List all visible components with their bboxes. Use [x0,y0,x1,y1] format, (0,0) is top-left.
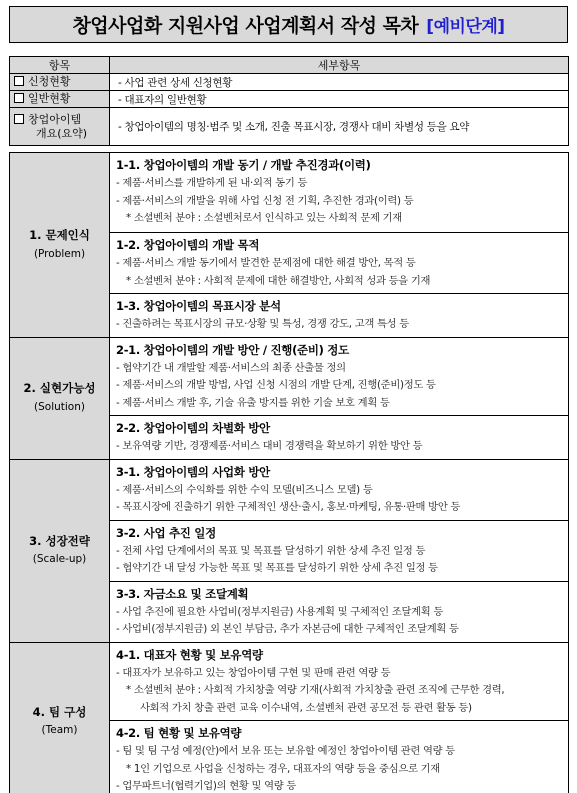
row-detail: - 창업아이템의 명칭·범주 및 소개, 진출 목표시장, 경쟁사 대비 차별성 등을 요약 [110,108,569,146]
subsection-cell [110,642,569,721]
section-title-en: (Scale-up) [32,553,87,566]
subsection-line: * 소셜벤처 분야 : 사회적 문제에 대한 해결방안, 사회적 성과 등을 기재 [126,274,431,287]
table-row [10,337,569,416]
subsection-line: - 사업비(정부지원금) 외 본인 부담금, 추가 자본금에 대한 구체적인 조달계획 등 [116,623,459,635]
subsection-line: - 목표시장에 진출하기 위한 구체적인 생산·출시, 홍보·마케팅, 유통·판매 방안 등 [116,501,461,513]
table-row [10,459,569,520]
table-row [10,153,569,233]
subsection-line: - 보유역량 기반, 경쟁제품·서비스 대비 경쟁력을 확보하기 위한 방안 등 [116,440,423,452]
table-header-row [10,57,569,74]
subsection-line: - 협약기간 내 개발할 제품·서비스의 최종 산출물 정의 [116,361,346,374]
subsection-line: - 업무파트너(협력기업)의 현황 및 역량 등 [116,780,297,792]
row-label: 일반현황 [10,91,110,108]
row-label: 신청현황 [10,74,110,91]
section-label [10,459,110,642]
section-label [10,337,110,459]
subsection-title: 3-1. 창업아이템의 사업화 방안 [116,464,270,479]
checkbox-icon [14,76,24,86]
section-title-en: (Team) [41,724,78,737]
subsection-line: - 대표자가 보유하고 있는 창업아이템 구현 및 판매 관련 역량 등 [116,666,391,679]
subsection-title: 1-2. 창업아이템의 개발 목적 [116,238,260,252]
row-detail: - 사업 관련 상세 신청현황 [110,74,569,91]
subsection-cell [110,337,569,416]
subsection-line: - 팀 및 팀 구성 예정(안)에서 보유 또는 보유할 예정인 창업아이템 관련 역량 등 [116,745,455,757]
row-detail: - 대표자의 일반현황 [110,91,569,108]
table-row [10,642,569,721]
section-title: 2. 실현가능성 [23,381,96,396]
subsection-line: - 제품·서비스를 개발하게 된 내·외적 동기 등 [116,177,308,189]
subsection-cell [110,153,569,233]
subsection-title: 1-3. 창업아이템의 목표시장 분석 [116,299,281,313]
subsection-line: 사회적 가치 창출 관련 교육 이수내역, 소셜벤처 관련 공모전 등 관련 활동 등) [140,701,472,714]
subsection-line: - 제품·서비스의 개발 방법, 사업 신청 시점의 개발 단계, 진행(준비)정도 등 [116,379,436,391]
subsection-line: - 제품·서비스의 개발을 위해 사업 신청 전 기획, 추진한 경과(이력) 등 [116,194,414,207]
header-detail: 세부항목 [110,57,569,74]
document-title [9,6,568,43]
subsection-title: 3-3. 자금소요 및 조달계획 [116,586,249,601]
subsection-line: - 제품·서비스 개발 동기에서 발견한 문제점에 대한 해결 방안, 목적 등 [116,257,416,269]
subsection-line: - 진출하려는 목표시장의 규모·상황 및 특성, 경쟁 강도, 고객 특성 등 [116,318,409,330]
subsection-cell [110,459,569,520]
subsection-cell [110,721,569,793]
section-title-en: (Solution) [34,400,85,413]
subsection-line: * 소셜벤처 분야 : 소셜벤처로서 인식하고 있는 사회적 문제 기재 [126,212,402,224]
subsection-line: - 제품·서비스 개발 후, 기술 유출 방지를 위한 기술 보호 계획 등 [116,396,390,409]
checkbox-icon [14,93,24,103]
section-label [10,153,110,338]
subsection-title: 1-1. 창업아이템의 개발 동기 / 개발 추진경과(이력) [116,158,371,172]
header-item: 항목 [10,57,110,74]
subsection-line: - 사업 추진에 필요한 사업비(정부지원금) 사용계획 및 구체적인 조달계획 등 [116,605,444,618]
application-summary-table [9,56,569,146]
checkbox-icon [14,114,24,124]
subsection-cell [110,581,569,642]
subsection-title: 2-1. 창업아이템의 개발 방안 / 진행(준비) 정도 [116,342,349,357]
table-row [10,91,569,108]
subsection-title: 4-1. 대표자 현황 및 보유역량 [116,647,263,662]
subsection-line: * 1인 기업으로 사업을 신청하는 경우, 대표자의 역량 등을 중심으로 기재 [126,762,440,775]
title-stage: [예비단계] [426,17,505,37]
subsection-line: - 협약기간 내 달성 가능한 목표 및 목표를 달성하기 위한 상세 추진 일정 등 [116,562,438,574]
subsection-line: - 전체 사업 단계에서의 목표 및 목표를 달성하기 위한 상세 추진 일정 등 [116,544,426,557]
business-plan-contents-table [9,152,569,793]
section-title: 4. 팀 구성 [32,704,87,719]
subsection-cell [110,233,569,294]
subsection-title: 4-2. 팀 현황 및 보유역량 [116,726,242,740]
subsection-cell [110,520,569,581]
subsection-line: - 제품·서비스의 수익화를 위한 수익 모델(비즈니스 모델) 등 [116,483,373,496]
title-main: 창업사업화 지원사업 사업계획서 작성 목차 [72,15,419,37]
table-row [10,108,569,146]
subsection-title: 3-2. 사업 추진 일정 [116,525,216,540]
row-label: 창업아이템 개요(요약) [10,108,110,146]
section-title: 3. 성장전략 [29,533,90,548]
subsection-cell [110,294,569,338]
subsection-title: 2-2. 창업아이템의 차별화 방안 [116,421,270,435]
subsection-cell [110,416,569,460]
section-title: 1. 문제인식 [29,228,90,243]
section-label [10,642,110,793]
subsection-line: * 소셜벤처 분야 : 사회적 가치창출 역량 기재(사회적 가치창출 관련 조직에 근무한 경력, [126,684,505,696]
table-row [10,74,569,91]
section-title-en: (Problem) [33,247,86,260]
